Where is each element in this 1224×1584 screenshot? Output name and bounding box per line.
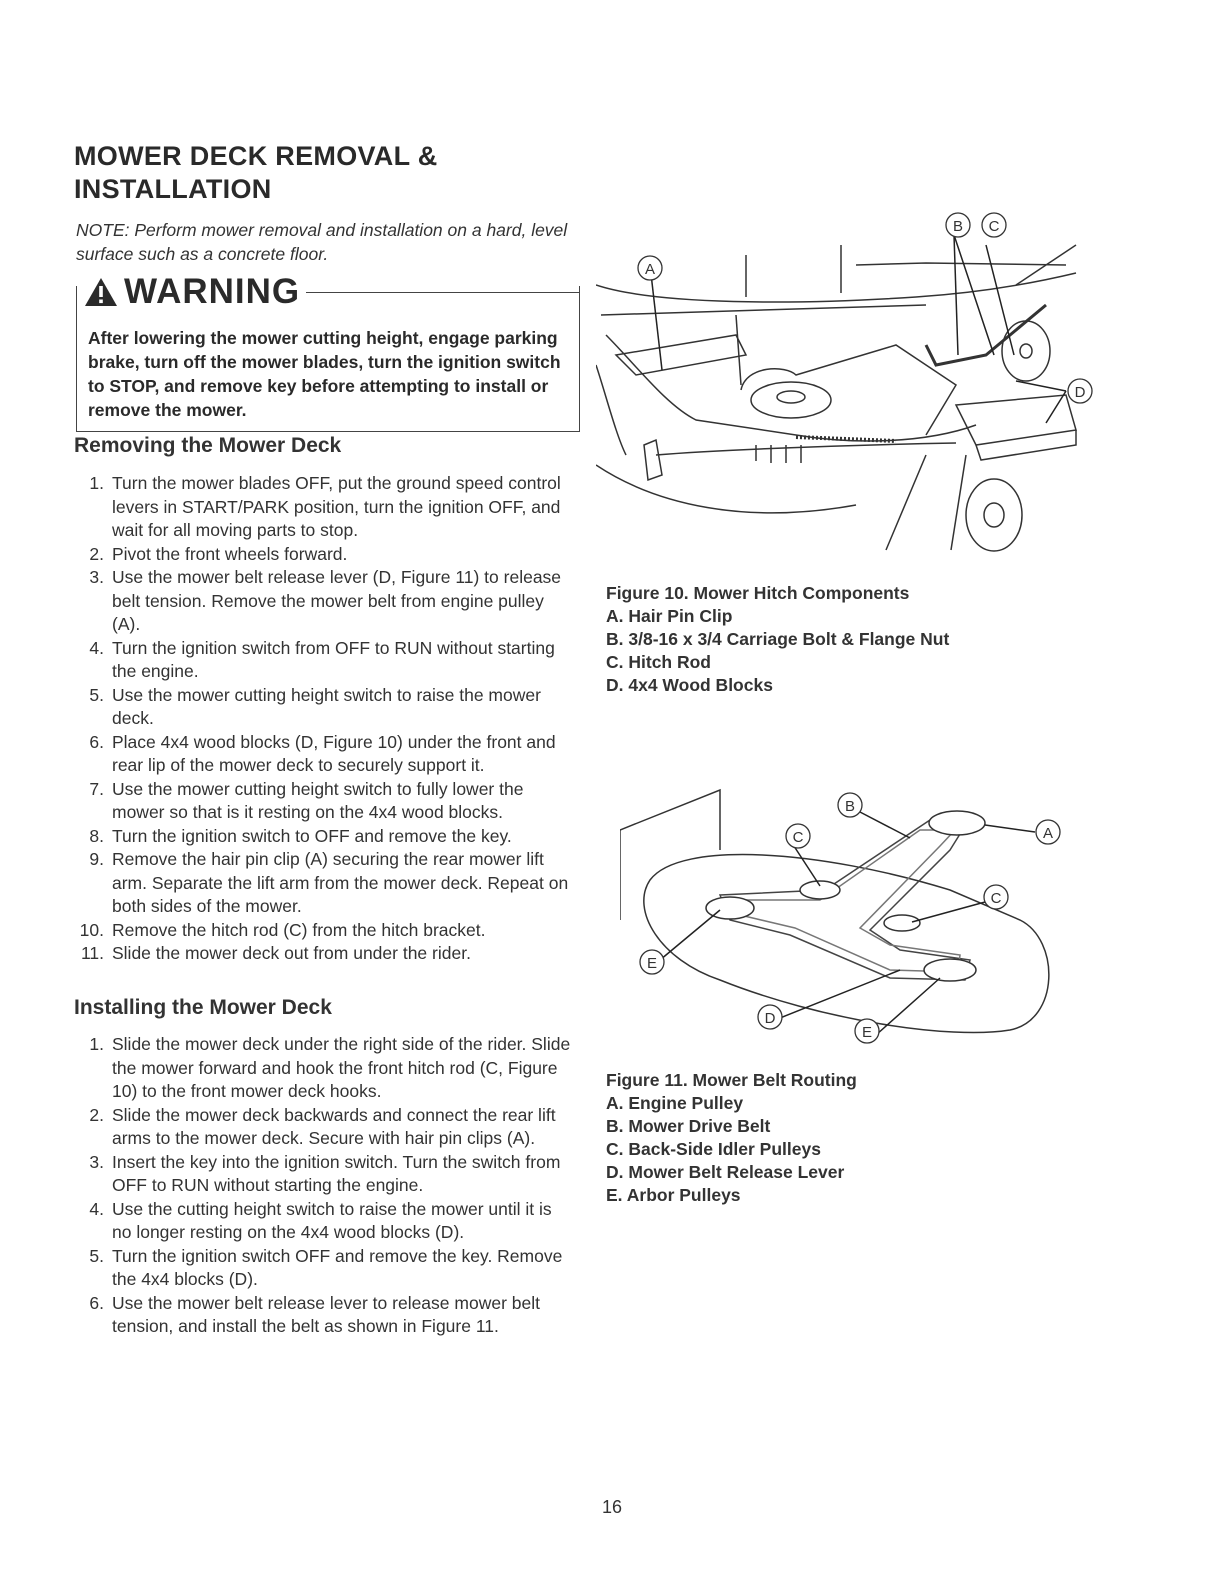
callout-b: B: [844, 798, 856, 815]
step-text: Turn the mower blades OFF, put the ground speed control levers in START/PARK position, turn the ignition OFF, and wait for all moving parts to stop.: [112, 473, 561, 540]
step-number: 10.: [79, 919, 104, 940]
callout-b: B: [952, 218, 964, 235]
list-item: [74, 778, 574, 825]
note-text: NOTE: Perform mower removal and installation on a hard, level surface such as a concrete floor.: [76, 220, 568, 264]
callout-d: D: [1074, 384, 1086, 401]
step-text: Use the mower belt release lever (D, Figure 11) to release belt tension. Remove the mower belt from engine pulley (A).: [112, 567, 562, 634]
step-number: 5.: [89, 684, 104, 705]
step-text: Turn the ignition switch OFF and remove the key. Remove the 4x4 blocks (D).: [112, 1245, 563, 1289]
removing-steps-list: [74, 472, 574, 966]
step-text: Turn the ignition switch from OFF to RUN without starting the engine.: [112, 637, 555, 681]
installing-steps-list: [74, 1033, 574, 1339]
callout-c: C: [792, 829, 804, 846]
warning-text: After lowering the mower cutting height, engage parking brake, turn off the mower blades, turn the ignition switch to STOP, and remove key before attempting to install or remove the mower.: [88, 328, 561, 420]
step-text: Remove the hitch rod (C) from the hitch bracket.: [112, 919, 486, 940]
installing-heading: Installing the Mower Deck: [74, 996, 332, 1019]
figure-10-item: B. 3/8-16 x 3/4 Carriage Bolt & Flange Nut: [606, 629, 950, 649]
list-item: [74, 825, 574, 849]
list-item: [74, 472, 574, 543]
step-text: Insert the key into the ignition switch. Turn the switch from OFF to RUN without starting the engine.: [112, 1151, 561, 1195]
callout-d: D: [764, 1010, 776, 1027]
list-item: [74, 1198, 574, 1245]
warning-left-border: [76, 286, 77, 306]
figure-10-hitch-drawing: [596, 205, 1096, 575]
step-number: 5.: [89, 1245, 104, 1266]
callout-a: A: [1042, 825, 1054, 842]
step-text: Use the mower belt release lever to release mower belt tension, and install the belt as shown in Figure 11.: [112, 1292, 540, 1336]
step-text: Use the mower cutting height switch to fully lower the mower so that is it resting on the 4x4 wood blocks.: [112, 778, 524, 822]
step-text: Turn the ignition switch to OFF and remove the key.: [112, 825, 512, 846]
step-number: 4.: [89, 1198, 104, 1219]
figure-10-caption: [606, 582, 1026, 697]
figure-11-callouts: [640, 793, 1060, 1043]
step-text: Slide the mower deck backwards and connect the rear lift arms to the mower deck. Secure with hair pin clips (A).: [112, 1104, 556, 1148]
list-item: [74, 919, 574, 943]
list-item: [74, 684, 574, 731]
list-item: [74, 731, 574, 778]
figure-11-item: C. Back-Side Idler Pulleys: [606, 1139, 821, 1159]
figure-10-item: D. 4x4 Wood Blocks: [606, 675, 773, 695]
figure-11-title: Figure 11. Mower Belt Routing: [606, 1070, 857, 1090]
figure-11-item: E. Arbor Pulleys: [606, 1185, 741, 1205]
list-item: [74, 942, 574, 966]
callout-a: A: [644, 261, 656, 278]
step-number: 3.: [89, 567, 104, 587]
figure-11-belt-drawing: [620, 780, 1070, 1050]
list-item: [74, 1245, 574, 1292]
step-number: 4.: [89, 637, 104, 658]
callout-c: C: [990, 890, 1002, 907]
warning-top-border: [306, 292, 580, 293]
page-title: [74, 140, 594, 206]
title-line-1: MOWER DECK REMOVAL &: [74, 141, 438, 171]
callout-e: E: [861, 1024, 873, 1041]
callout-c: C: [988, 218, 1000, 235]
list-item: [74, 637, 574, 684]
figure-11-caption: [606, 1069, 1026, 1207]
step-number: 3.: [89, 1151, 104, 1172]
step-text: Pivot the front wheels forward.: [112, 543, 348, 564]
figure-11-item: B. Mower Drive Belt: [606, 1116, 771, 1136]
step-number: 11.: [80, 943, 104, 963]
step-number: 2.: [89, 1104, 104, 1125]
step-number: 1.: [89, 473, 104, 493]
warning-triangle-icon: [84, 277, 118, 307]
step-text: Slide the mower deck under the right side of the rider. Slide the mower forward and hook the front hitch rod (C, Figure 10) to the front mower deck hooks.: [112, 1034, 571, 1101]
page-number: 16: [601, 1497, 623, 1517]
list-item: [74, 1151, 574, 1198]
step-number: 6.: [89, 1292, 104, 1313]
step-number: 9.: [89, 849, 104, 869]
step-text: Slide the mower deck out from under the rider.: [112, 943, 471, 963]
step-number: 1.: [89, 1034, 104, 1054]
figure-10-callouts: [638, 213, 1092, 403]
step-number: 7.: [89, 778, 104, 799]
step-text: Remove the hair pin clip (A) securing the rear mower lift arm. Separate the lift arm from the mower deck. Repeat on both sides of the mower.: [112, 849, 569, 916]
figure-10-title: Figure 10. Mower Hitch Components: [606, 583, 910, 603]
step-number: 6.: [89, 731, 104, 752]
step-text: Place 4x4 wood blocks (D, Figure 10) under the front and rear lip of the mower deck to securely support it.: [112, 731, 556, 775]
list-item: [74, 1292, 574, 1339]
list-item: [74, 1033, 574, 1104]
warning-header: [84, 270, 306, 314]
callout-e: E: [646, 955, 658, 972]
figure-11-item: D. Mower Belt Release Lever: [606, 1162, 845, 1182]
list-item: [74, 1104, 574, 1151]
step-number: 2.: [89, 543, 104, 564]
figure-10-item: C. Hitch Rod: [606, 652, 711, 672]
step-number: 8.: [89, 825, 104, 846]
removing-heading: Removing the Mower Deck: [74, 434, 342, 457]
figure-10-item: A. Hair Pin Clip: [606, 606, 733, 626]
list-item: [74, 543, 574, 567]
title-line-2: INSTALLATION: [74, 174, 272, 204]
warning-title: WARNING: [124, 272, 301, 311]
list-item: [74, 848, 574, 919]
step-text: Use the cutting height switch to raise the mower until it is no longer resting on the 4x4 wood blocks (D).: [112, 1198, 552, 1242]
step-text: Use the mower cutting height switch to raise the mower deck.: [112, 684, 541, 728]
figure-11-item: A. Engine Pulley: [606, 1093, 744, 1113]
list-item: [74, 566, 574, 637]
